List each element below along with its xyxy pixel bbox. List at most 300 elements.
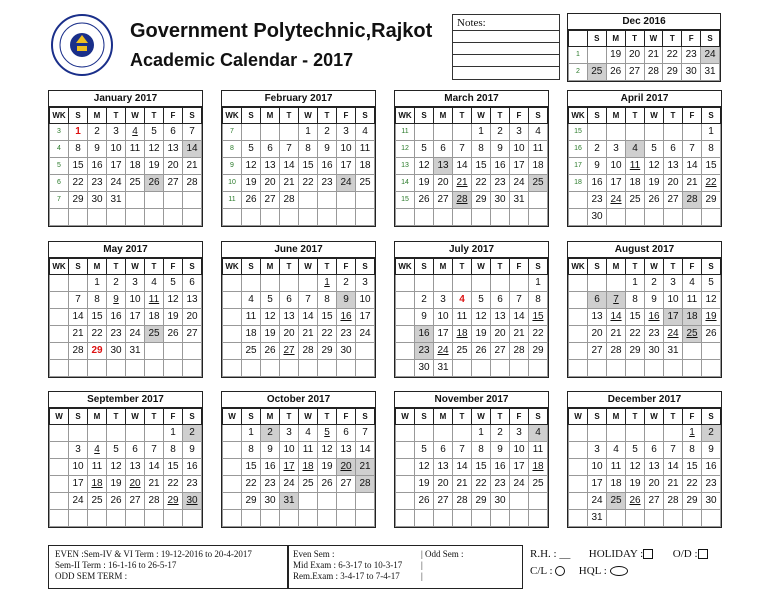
day-cell: 15 xyxy=(472,459,491,476)
square-icon xyxy=(698,549,708,559)
day-cell: 30 xyxy=(491,192,510,209)
day-cell xyxy=(626,124,645,141)
day-cell xyxy=(318,360,337,377)
day-cell: 6 xyxy=(183,275,202,292)
month-title: April 2017 xyxy=(568,91,721,107)
day-cell xyxy=(645,124,664,141)
day-cell: 26 xyxy=(164,326,183,343)
day-cell: 1 xyxy=(626,275,645,292)
day-cell: 26 xyxy=(606,64,625,81)
day-cell: 30 xyxy=(88,192,107,209)
day-cell: 24 xyxy=(588,493,607,510)
day-cell: 29 xyxy=(69,192,88,209)
day-cell xyxy=(69,425,88,442)
day-cell: 23 xyxy=(645,326,664,343)
day-cell: 16 xyxy=(261,459,280,476)
day-cell: 28 xyxy=(453,493,472,510)
day-cell: 15 xyxy=(318,309,337,326)
day-cell: 20 xyxy=(491,326,510,343)
day-cell xyxy=(415,510,434,527)
day-cell: 11 xyxy=(529,442,548,459)
day-cell xyxy=(607,510,626,527)
day-cell: 4 xyxy=(299,425,318,442)
day-cell: 3 xyxy=(434,292,453,309)
day-cell xyxy=(337,360,356,377)
day-cell xyxy=(434,275,453,292)
day-header: F xyxy=(683,409,702,425)
month-title: Dec 2016 xyxy=(568,14,720,30)
day-cell: 19 xyxy=(261,326,280,343)
day-cell: 26 xyxy=(318,476,337,493)
day-cell: 5 xyxy=(702,275,721,292)
week-number xyxy=(223,510,242,527)
day-cell: 14 xyxy=(356,442,375,459)
day-cell: 26 xyxy=(107,493,126,510)
day-cell: 27 xyxy=(183,326,202,343)
week-number: 10 xyxy=(223,175,242,192)
day-cell: 11 xyxy=(683,292,702,309)
day-cell xyxy=(88,510,107,527)
day-cell xyxy=(415,124,434,141)
day-cell: 9 xyxy=(645,292,664,309)
week-number: 12 xyxy=(396,141,415,158)
day-cell xyxy=(280,275,299,292)
day-header: T xyxy=(107,108,126,124)
day-header: T xyxy=(664,409,683,425)
day-cell xyxy=(529,510,548,527)
day-cell xyxy=(702,360,721,377)
day-cell: 23 xyxy=(318,175,337,192)
week-number: 16 xyxy=(569,141,588,158)
day-header: T xyxy=(491,409,510,425)
oval-icon xyxy=(610,566,628,576)
day-cell: 3 xyxy=(356,275,375,292)
day-cell xyxy=(588,425,607,442)
day-cell: 7 xyxy=(510,292,529,309)
exam-info-box xyxy=(288,545,523,589)
day-header: M xyxy=(434,259,453,275)
day-cell: 22 xyxy=(472,175,491,192)
day-cell: 25 xyxy=(587,64,606,81)
day-cell: 5 xyxy=(145,124,164,141)
day-cell: 30 xyxy=(491,493,510,510)
week-number xyxy=(50,275,69,292)
day-cell: 13 xyxy=(664,158,683,175)
day-cell: 30 xyxy=(107,343,126,360)
day-cell xyxy=(183,343,202,360)
day-cell xyxy=(510,510,529,527)
day-cell: 12 xyxy=(318,442,337,459)
day-cell: 10 xyxy=(337,141,356,158)
day-cell: 8 xyxy=(318,292,337,309)
day-cell xyxy=(145,209,164,226)
day-cell: 26 xyxy=(261,343,280,360)
day-cell xyxy=(318,493,337,510)
week-header: WK xyxy=(50,108,69,124)
day-cell: 11 xyxy=(242,309,261,326)
day-cell xyxy=(356,360,375,377)
day-header: M xyxy=(88,409,107,425)
day-cell: 2 xyxy=(491,124,510,141)
day-cell: 4 xyxy=(145,275,164,292)
day-cell: 31 xyxy=(434,360,453,377)
day-cell: 19 xyxy=(606,47,625,64)
day-cell: 29 xyxy=(318,343,337,360)
week-number: 2 xyxy=(569,64,588,81)
day-cell: 21 xyxy=(145,476,164,493)
day-cell xyxy=(280,124,299,141)
day-cell: 21 xyxy=(453,476,472,493)
week-number xyxy=(223,209,242,226)
day-cell: 18 xyxy=(356,158,375,175)
day-cell: 5 xyxy=(261,292,280,309)
calendar-month xyxy=(394,241,549,378)
week-number xyxy=(569,292,588,309)
day-cell: 23 xyxy=(88,175,107,192)
calendar-month xyxy=(567,90,722,227)
day-cell xyxy=(318,192,337,209)
day-cell xyxy=(164,510,183,527)
day-cell: 18 xyxy=(607,476,626,493)
day-cell: 10 xyxy=(434,309,453,326)
day-cell: 29 xyxy=(88,343,107,360)
day-cell: 7 xyxy=(280,141,299,158)
day-cell: 11 xyxy=(126,141,145,158)
day-cell xyxy=(664,510,683,527)
day-cell xyxy=(645,510,664,527)
week-number xyxy=(569,209,588,226)
day-header: M xyxy=(434,108,453,124)
day-cell xyxy=(529,493,548,510)
day-cell: 18 xyxy=(88,476,107,493)
day-cell: 26 xyxy=(415,493,434,510)
day-cell: 31 xyxy=(126,343,145,360)
day-cell: 17 xyxy=(588,476,607,493)
day-cell: 18 xyxy=(683,309,702,326)
day-cell: 12 xyxy=(472,309,491,326)
day-cell xyxy=(69,209,88,226)
day-cell: 15 xyxy=(529,309,548,326)
day-header: M xyxy=(434,409,453,425)
week-number xyxy=(396,425,415,442)
day-cell: 21 xyxy=(453,175,472,192)
week-number xyxy=(223,459,242,476)
day-header: S xyxy=(183,409,202,425)
day-header: S xyxy=(588,259,607,275)
day-cell: 3 xyxy=(588,442,607,459)
day-cell: 11 xyxy=(626,158,645,175)
day-cell xyxy=(434,425,453,442)
day-cell: 27 xyxy=(337,476,356,493)
week-header: WK xyxy=(569,108,588,124)
week-header: WK xyxy=(223,259,242,275)
day-cell: 20 xyxy=(434,175,453,192)
day-cell xyxy=(261,124,280,141)
day-cell: 16 xyxy=(491,459,510,476)
day-cell: 7 xyxy=(69,292,88,309)
day-header: S xyxy=(587,31,606,47)
day-cell: 8 xyxy=(299,141,318,158)
week-header: WK xyxy=(50,259,69,275)
day-cell xyxy=(472,209,491,226)
day-cell xyxy=(183,360,202,377)
day-cell: 2 xyxy=(337,275,356,292)
day-header: T xyxy=(453,259,472,275)
day-cell: 19 xyxy=(164,309,183,326)
day-header: M xyxy=(606,31,625,47)
day-cell: 27 xyxy=(261,192,280,209)
day-cell: 10 xyxy=(280,442,299,459)
day-cell: 25 xyxy=(242,343,261,360)
day-cell xyxy=(356,343,375,360)
day-cell xyxy=(261,510,280,527)
day-header: S xyxy=(588,409,607,425)
day-cell xyxy=(126,510,145,527)
day-cell xyxy=(261,209,280,226)
day-cell xyxy=(434,124,453,141)
day-cell: 19 xyxy=(626,476,645,493)
day-cell xyxy=(702,209,721,226)
day-header: F xyxy=(164,108,183,124)
week-number: 17 xyxy=(569,158,588,175)
day-cell: 5 xyxy=(164,275,183,292)
day-cell: 17 xyxy=(664,309,683,326)
day-cell xyxy=(702,510,721,527)
day-cell: 12 xyxy=(626,459,645,476)
week-number: 9 xyxy=(223,158,242,175)
day-cell: 16 xyxy=(702,459,721,476)
day-cell xyxy=(588,275,607,292)
day-cell xyxy=(69,360,88,377)
day-cell: 20 xyxy=(164,158,183,175)
circle-icon xyxy=(555,566,565,576)
day-cell xyxy=(242,275,261,292)
day-cell: 20 xyxy=(261,175,280,192)
day-cell: 7 xyxy=(299,292,318,309)
day-cell: 12 xyxy=(145,141,164,158)
day-cell xyxy=(453,425,472,442)
day-cell: 1 xyxy=(472,425,491,442)
day-cell: 28 xyxy=(356,476,375,493)
day-header: S xyxy=(356,409,375,425)
day-cell xyxy=(242,510,261,527)
day-cell xyxy=(434,209,453,226)
calendar-month xyxy=(221,241,376,378)
week-number: 13 xyxy=(396,158,415,175)
day-cell: 26 xyxy=(145,175,164,192)
day-cell: 21 xyxy=(280,175,299,192)
day-cell: 17 xyxy=(69,476,88,493)
day-cell: 14 xyxy=(145,459,164,476)
day-cell xyxy=(280,209,299,226)
day-cell: 22 xyxy=(69,175,88,192)
day-header: W xyxy=(645,409,664,425)
day-cell: 13 xyxy=(491,309,510,326)
day-cell: 2 xyxy=(588,141,607,158)
day-cell: 18 xyxy=(626,175,645,192)
day-cell: 11 xyxy=(356,141,375,158)
day-cell: 4 xyxy=(88,442,107,459)
day-cell: 18 xyxy=(453,326,472,343)
calendar-month xyxy=(48,241,203,378)
month-title: September 2017 xyxy=(49,392,202,408)
week-number xyxy=(569,326,588,343)
day-cell: 5 xyxy=(107,442,126,459)
day-cell: 12 xyxy=(261,309,280,326)
day-cell: 1 xyxy=(69,124,88,141)
day-cell: 1 xyxy=(242,425,261,442)
day-cell xyxy=(491,360,510,377)
week-number xyxy=(50,425,69,442)
even-sem: Even Sem : xyxy=(293,549,335,559)
day-cell xyxy=(242,124,261,141)
week-number xyxy=(50,476,69,493)
day-cell: 29 xyxy=(702,192,721,209)
week-number xyxy=(396,309,415,326)
day-cell xyxy=(510,209,529,226)
day-cell xyxy=(183,192,202,209)
day-cell: 23 xyxy=(682,47,701,64)
day-cell: 9 xyxy=(491,442,510,459)
week-number xyxy=(396,292,415,309)
day-cell: 30 xyxy=(645,343,664,360)
day-header: T xyxy=(280,259,299,275)
day-cell: 3 xyxy=(510,124,529,141)
day-cell xyxy=(299,275,318,292)
day-cell: 29 xyxy=(626,343,645,360)
day-cell xyxy=(453,209,472,226)
day-cell: 23 xyxy=(337,326,356,343)
month-title: February 2017 xyxy=(222,91,375,107)
day-cell: 5 xyxy=(472,292,491,309)
day-cell: 13 xyxy=(588,309,607,326)
day-cell: 17 xyxy=(510,459,529,476)
day-cell: 28 xyxy=(299,343,318,360)
day-cell: 4 xyxy=(683,275,702,292)
day-cell: 21 xyxy=(683,175,702,192)
day-cell: 28 xyxy=(453,192,472,209)
day-cell: 13 xyxy=(337,442,356,459)
day-cell xyxy=(453,360,472,377)
day-cell: 5 xyxy=(626,442,645,459)
day-header: W xyxy=(645,259,664,275)
day-cell: 11 xyxy=(88,459,107,476)
day-cell: 23 xyxy=(107,326,126,343)
day-cell: 25 xyxy=(145,326,164,343)
day-cell: 5 xyxy=(645,141,664,158)
day-header: S xyxy=(356,259,375,275)
day-header: T xyxy=(107,409,126,425)
day-cell: 15 xyxy=(626,309,645,326)
day-cell xyxy=(126,425,145,442)
day-cell: 7 xyxy=(453,442,472,459)
day-cell: 12 xyxy=(242,158,261,175)
day-cell: 10 xyxy=(126,292,145,309)
day-header: F xyxy=(683,259,702,275)
day-cell: 20 xyxy=(645,476,664,493)
day-cell: 17 xyxy=(510,158,529,175)
week-number: 15 xyxy=(569,124,588,141)
week-number xyxy=(50,209,69,226)
day-cell: 7 xyxy=(664,442,683,459)
day-header: S xyxy=(242,108,261,124)
day-cell xyxy=(337,510,356,527)
day-cell: 16 xyxy=(415,326,434,343)
day-cell: 22 xyxy=(164,476,183,493)
day-cell: 10 xyxy=(510,442,529,459)
calendar-month xyxy=(221,391,376,528)
day-cell: 24 xyxy=(701,47,720,64)
week-number xyxy=(569,459,588,476)
day-cell: 27 xyxy=(280,343,299,360)
day-header: T xyxy=(145,409,164,425)
week-number xyxy=(223,360,242,377)
day-cell: 15 xyxy=(683,459,702,476)
notes-label: Notes: xyxy=(457,17,486,29)
day-cell: 24 xyxy=(126,326,145,343)
day-cell: 19 xyxy=(415,476,434,493)
week-number: 11 xyxy=(396,124,415,141)
day-header: M xyxy=(607,409,626,425)
day-cell: 25 xyxy=(626,192,645,209)
day-header: W xyxy=(472,108,491,124)
day-cell xyxy=(664,360,683,377)
day-header: F xyxy=(510,259,529,275)
day-cell xyxy=(145,360,164,377)
day-cell: 6 xyxy=(491,292,510,309)
day-cell xyxy=(242,209,261,226)
day-cell: 14 xyxy=(607,309,626,326)
day-cell: 17 xyxy=(107,158,126,175)
day-cell: 7 xyxy=(356,425,375,442)
day-cell: 3 xyxy=(126,275,145,292)
day-cell: 16 xyxy=(645,309,664,326)
day-cell: 11 xyxy=(299,442,318,459)
day-cell: 13 xyxy=(434,158,453,175)
day-header: T xyxy=(625,31,644,47)
rem-exam: Rem.Exam : 3-4-17 to 7-4-17 xyxy=(293,571,400,581)
day-cell: 19 xyxy=(242,175,261,192)
day-header: T xyxy=(318,108,337,124)
day-header: T xyxy=(145,108,164,124)
day-cell xyxy=(183,510,202,527)
day-cell: 22 xyxy=(88,326,107,343)
week-number xyxy=(569,476,588,493)
day-cell: 3 xyxy=(280,425,299,442)
day-cell: 19 xyxy=(645,175,664,192)
week-number xyxy=(50,360,69,377)
week-number xyxy=(396,442,415,459)
week-number xyxy=(569,360,588,377)
day-cell: 31 xyxy=(588,510,607,527)
day-cell: 10 xyxy=(107,141,126,158)
day-cell: 15 xyxy=(88,309,107,326)
sem2-term: Sem-II Term : 16-1-16 to 26-5-17 xyxy=(55,560,177,570)
day-cell xyxy=(126,192,145,209)
day-cell: 25 xyxy=(529,175,548,192)
day-cell: 15 xyxy=(702,158,721,175)
day-cell: 10 xyxy=(510,141,529,158)
week-number: 7 xyxy=(50,192,69,209)
month-title: May 2017 xyxy=(49,242,202,258)
day-cell: 10 xyxy=(664,292,683,309)
day-cell: 4 xyxy=(242,292,261,309)
day-header: F xyxy=(510,108,529,124)
day-cell: 16 xyxy=(318,158,337,175)
day-cell: 8 xyxy=(529,292,548,309)
day-cell xyxy=(510,493,529,510)
week-number: 4 xyxy=(50,141,69,158)
